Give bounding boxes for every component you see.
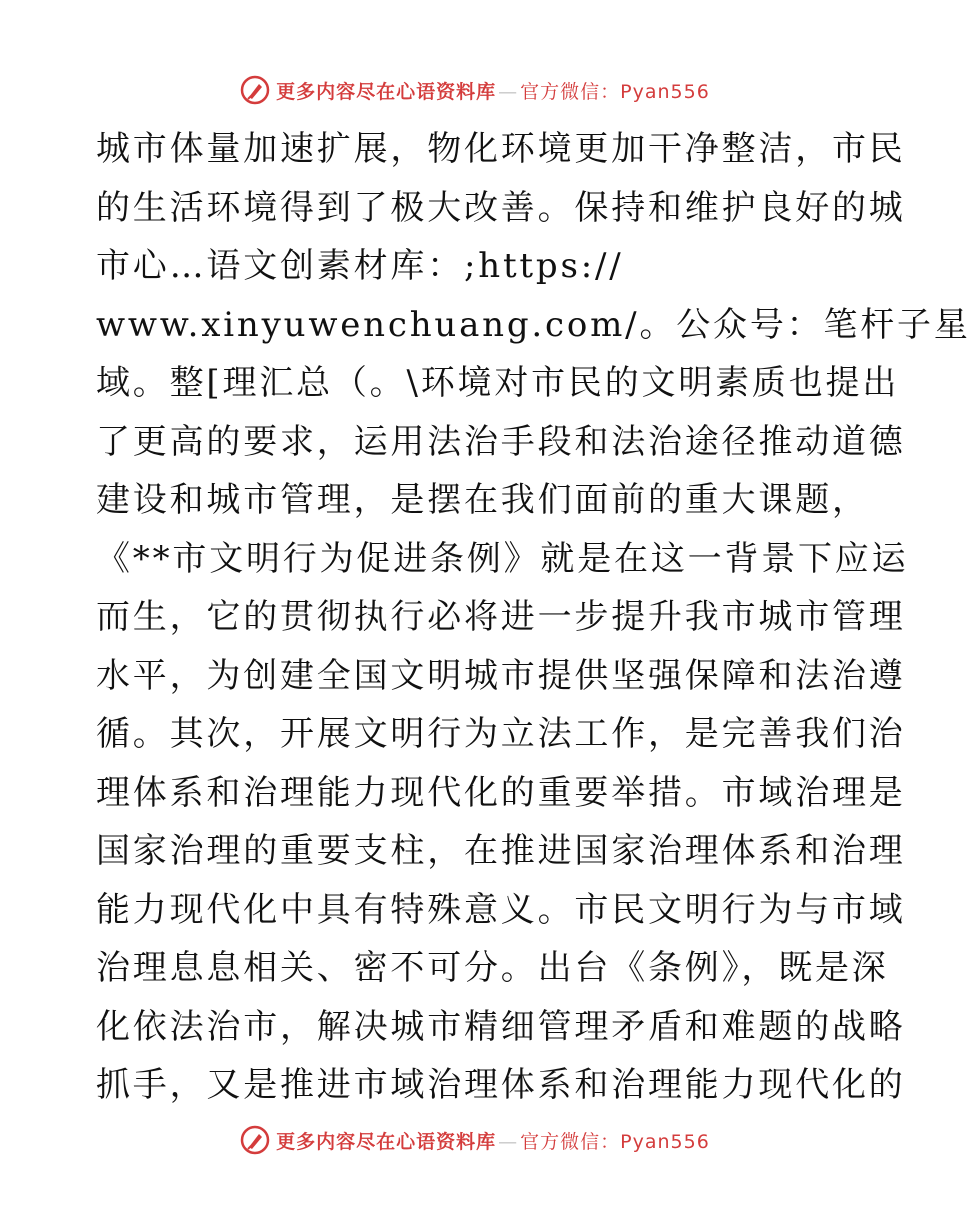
header-banner-separator: — bbox=[498, 80, 519, 103]
body-line: 城市体量加速扩展，物化环境更加干净整洁，市民 bbox=[96, 129, 906, 169]
quill-logo-icon bbox=[240, 1125, 270, 1155]
footer-banner bbox=[0, 1122, 950, 1158]
body-line: 能力现代化中具有特殊意义。市民文明行为与市域 bbox=[96, 889, 906, 930]
body-line: 《**市文明行为促进条例》就是在这一背景下应运 bbox=[96, 538, 909, 579]
body-line: 循。其次，开展文明行为立法工作，是完善我们治 bbox=[96, 714, 906, 754]
document-body bbox=[96, 120, 971, 1115]
body-line: 理体系和治理能力现代化的重要举措。市域治理是 bbox=[96, 772, 906, 813]
body-line: 市心…语文创素材库：;https:// bbox=[96, 246, 624, 286]
header-banner bbox=[0, 72, 950, 108]
header-banner-title: 更多内容尽在心语资料库 bbox=[276, 80, 497, 103]
body-line: 而生，它的贯彻执行必将进一步提升我市城市管理 bbox=[96, 597, 906, 637]
footer-banner-text bbox=[276, 1127, 710, 1154]
body-line: 域。整[理汇总（。\环境对市民的文明素质也提出 bbox=[96, 363, 900, 403]
body-line: 的生活环境得到了极大改善。保持和维护良好的城 bbox=[96, 187, 906, 228]
body-line: www.xinyuwenchuang.com/。公众号：笔杆子星 bbox=[96, 304, 971, 345]
body-line: 建设和城市管理，是摆在我们面前的重大课题， bbox=[96, 480, 869, 520]
body-line: 水平，为创建全国文明城市提供坚强保障和法治遵 bbox=[96, 655, 906, 696]
footer-banner-contact: 官方微信：Pyan556 bbox=[520, 1130, 710, 1153]
footer-banner-title: 更多内容尽在心语资料库 bbox=[276, 1130, 497, 1153]
body-line: 抓手，又是推进市域治理体系和治理能力现代化的 bbox=[96, 1065, 906, 1105]
body-line: 治理息息相关、密不可分。出台《条例》，既是深 bbox=[96, 948, 889, 988]
body-line: 了更高的要求，运用法治手段和法治途径推动道德 bbox=[96, 421, 906, 462]
quill-logo-icon bbox=[240, 75, 270, 105]
header-banner-text bbox=[276, 77, 710, 104]
footer-banner-separator: — bbox=[498, 1130, 519, 1153]
body-line: 国家治理的重要支柱，在推进国家治理体系和治理 bbox=[96, 831, 906, 871]
header-banner-contact: 官方微信：Pyan556 bbox=[520, 80, 710, 103]
body-line: 化依法治市，解决城市精细管理矛盾和难题的战略 bbox=[96, 1006, 906, 1047]
